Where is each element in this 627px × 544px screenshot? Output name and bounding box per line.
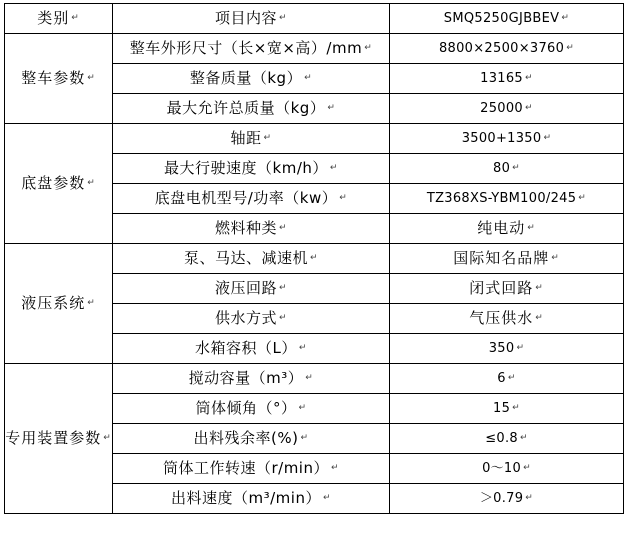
pilcrow-mark: ↵: [300, 433, 309, 443]
category-cell-special-device: [5, 364, 113, 514]
value-cell: [390, 34, 624, 64]
pilcrow-mark: ↵: [561, 13, 570, 23]
pilcrow-mark: ↵: [339, 193, 348, 203]
item-cell: [113, 484, 390, 514]
value-cell: [390, 304, 624, 334]
pilcrow-mark: ↵: [87, 73, 96, 83]
pilcrow-mark: ↵: [512, 163, 520, 173]
item-cell: [113, 334, 390, 364]
table-row: [5, 244, 624, 274]
header-item-label: 项目内容: [214, 9, 277, 27]
pilcrow-mark: ↵: [364, 43, 373, 53]
value-label: TZ368XS-YBM100/245: [426, 191, 577, 206]
item-label: 燃料种类: [214, 219, 277, 237]
pilcrow-mark: ↵: [322, 493, 331, 503]
value-label: 80: [493, 161, 511, 176]
pilcrow-mark: ↵: [278, 223, 288, 233]
header-category-label: 类别: [37, 9, 70, 27]
value-label: 气压供水: [469, 309, 534, 327]
value-cell: [390, 364, 624, 394]
value-cell: [390, 124, 624, 154]
item-label: 筒体倾角（°）: [195, 399, 297, 417]
vehicle-spec-table: [4, 3, 624, 514]
value-label: ＞0.79: [479, 491, 524, 506]
item-label: 整备质量（kg）: [189, 69, 303, 87]
value-label: 15: [493, 401, 511, 416]
pilcrow-mark: ↵: [87, 298, 96, 308]
pilcrow-mark: ↵: [527, 223, 536, 233]
value-cell: [390, 454, 624, 484]
value-cell: [390, 94, 624, 124]
item-cell: [113, 64, 390, 94]
category-cell-hydraulic: [5, 244, 113, 364]
item-label: 出料速度（m³/min）: [170, 489, 321, 507]
pilcrow-mark: ↵: [298, 403, 307, 413]
item-cell: [113, 244, 390, 274]
pilcrow-mark: ↵: [298, 343, 307, 353]
item-cell: [113, 34, 390, 64]
value-cell: [390, 214, 624, 244]
item-cell: [113, 124, 390, 154]
pilcrow-mark: ↵: [566, 43, 575, 53]
item-label: 最大允许总质量（kg）: [166, 99, 326, 117]
item-cell: [113, 154, 390, 184]
item-label: 水箱容积（L）: [195, 339, 297, 357]
value-label: 6: [497, 371, 506, 386]
header-model: [390, 4, 624, 34]
value-label: 纯电动: [477, 219, 526, 237]
pilcrow-mark: ↵: [523, 463, 531, 473]
item-cell: [113, 304, 390, 334]
pilcrow-mark: ↵: [507, 373, 516, 383]
item-cell: [113, 424, 390, 454]
value-cell: [390, 244, 624, 274]
item-label: 底盘电机型号/功率（kw）: [154, 189, 338, 207]
pilcrow-mark: ↵: [535, 283, 544, 293]
pilcrow-mark: ↵: [525, 73, 533, 83]
value-label: 3500+1350: [461, 131, 542, 146]
category-label: 整车参数: [21, 69, 86, 87]
pilcrow-mark: ↵: [512, 403, 520, 413]
value-label: ≤0.8: [485, 431, 518, 446]
category-cell-vehicle: [5, 34, 113, 124]
value-cell: [390, 424, 624, 454]
value-cell: [390, 184, 624, 214]
item-label: 整车外形尺寸（长×宽×高）/mm: [129, 39, 363, 57]
value-cell: [390, 394, 624, 424]
value-cell: [390, 334, 624, 364]
item-label: 供水方式: [214, 309, 277, 327]
item-label: 出料残余率(%): [193, 429, 299, 447]
item-label: 液压回路: [214, 279, 277, 297]
item-cell: [113, 454, 390, 484]
item-cell: [113, 214, 390, 244]
value-label: 350: [488, 341, 515, 356]
value-label: 8800×2500×3760: [438, 41, 565, 56]
category-cell-chassis: [5, 124, 113, 244]
pilcrow-mark: ↵: [103, 433, 112, 443]
table-row: [5, 34, 624, 64]
item-label: 最大行驶速度（km/h）: [164, 159, 328, 177]
pilcrow-mark: ↵: [330, 463, 340, 473]
category-label: 液压系统: [21, 294, 86, 312]
pilcrow-mark: ↵: [309, 253, 319, 263]
pilcrow-mark: ↵: [535, 313, 544, 323]
pilcrow-mark: ↵: [278, 313, 288, 323]
pilcrow-mark: ↵: [71, 13, 80, 23]
item-cell: [113, 394, 390, 424]
pilcrow-mark: ↵: [543, 133, 552, 143]
pilcrow-mark: ↵: [305, 373, 314, 383]
table-header-row: [5, 4, 624, 34]
item-label: 轴距: [230, 129, 262, 147]
pilcrow-mark: ↵: [278, 283, 288, 293]
value-cell: [390, 64, 624, 94]
header-item: [113, 4, 390, 34]
item-label: 泵、马达、减速机: [183, 249, 308, 267]
table-row: [5, 124, 624, 154]
value-cell: [390, 274, 624, 304]
spec-table-page: [0, 3, 627, 544]
value-cell: [390, 484, 624, 514]
header-model-label: SMQ5250GJBBEV: [443, 11, 560, 26]
pilcrow-mark: ↵: [519, 433, 528, 443]
pilcrow-mark: ↵: [329, 163, 338, 173]
pilcrow-mark: ↵: [525, 103, 533, 113]
pilcrow-mark: ↵: [304, 73, 313, 83]
value-label: 0～10: [482, 461, 522, 476]
pilcrow-mark: ↵: [516, 343, 525, 353]
category-label: 底盘参数: [21, 174, 86, 192]
pilcrow-mark: ↵: [278, 13, 288, 23]
value-label: 国际知名品牌: [453, 249, 550, 267]
item-label: 搅动容量（m³）: [188, 369, 304, 387]
value-label: 闭式回路: [469, 279, 534, 297]
value-label: 25000: [480, 101, 523, 116]
item-label: 筒体工作转速（r/min）: [162, 459, 329, 477]
table-row: [5, 364, 624, 394]
item-cell: [113, 364, 390, 394]
pilcrow-mark: ↵: [525, 493, 534, 503]
pilcrow-mark: ↵: [87, 178, 96, 188]
category-label: 专用装置参数: [5, 429, 102, 447]
pilcrow-mark: ↵: [578, 193, 587, 203]
pilcrow-mark: ↵: [263, 133, 272, 143]
value-cell: [390, 154, 624, 184]
item-cell: [113, 274, 390, 304]
value-label: 13165: [480, 71, 523, 86]
item-cell: [113, 94, 390, 124]
item-cell: [113, 184, 390, 214]
pilcrow-mark: ↵: [327, 103, 336, 113]
header-category: [5, 4, 113, 34]
pilcrow-mark: ↵: [551, 253, 560, 263]
